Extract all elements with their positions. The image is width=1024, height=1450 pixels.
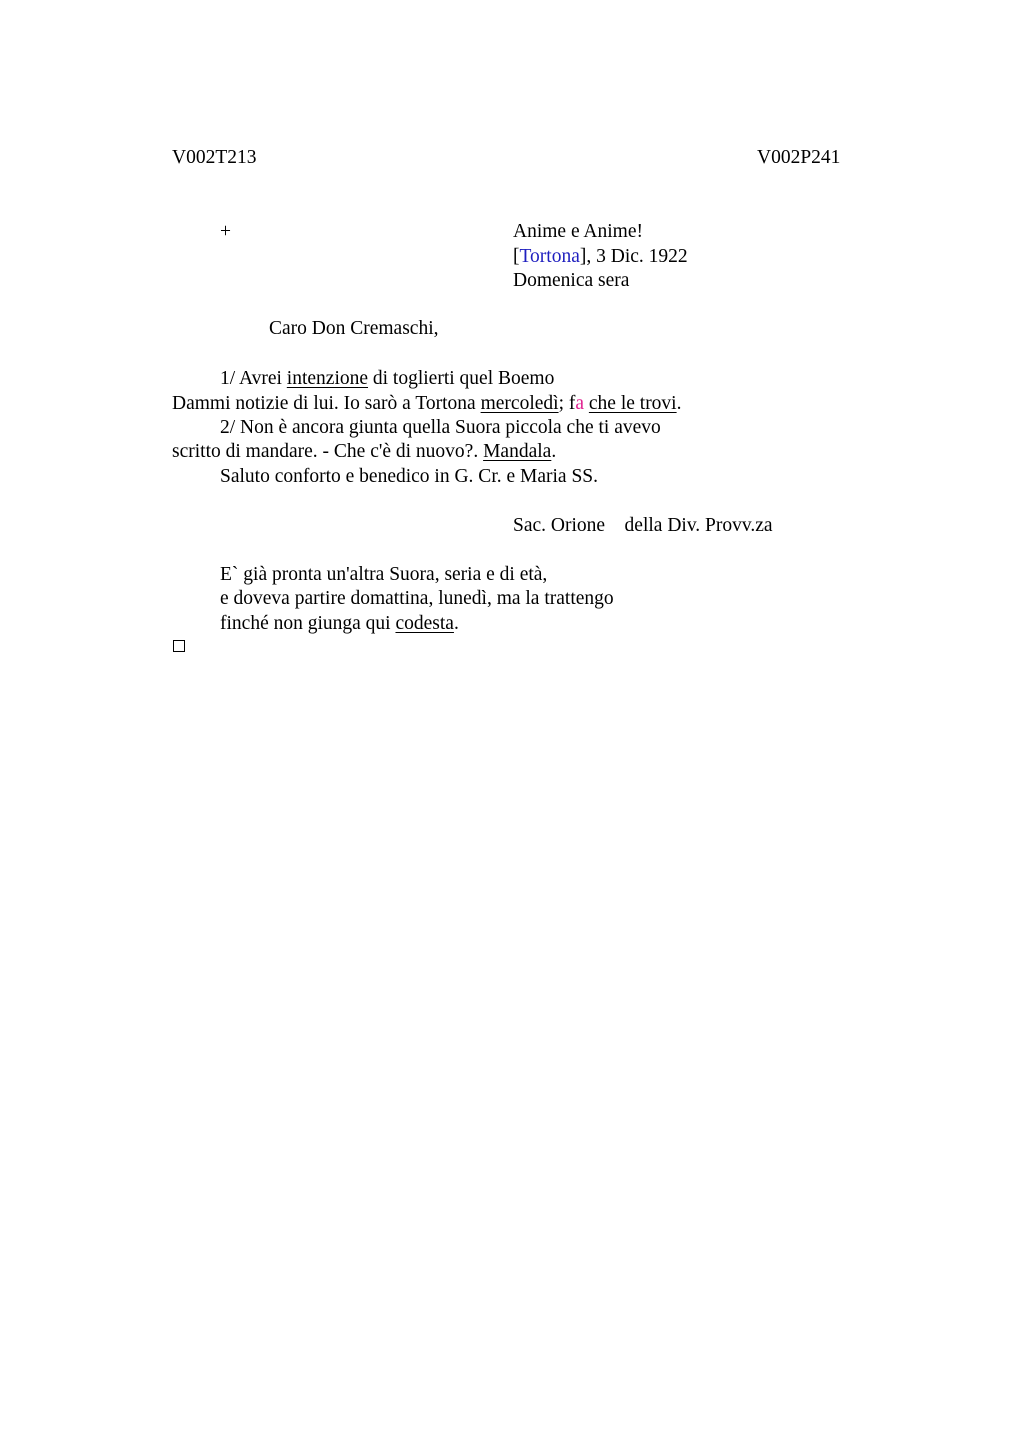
text-run: finché non giunga qui	[220, 613, 396, 634]
text-run: .	[453, 613, 459, 634]
text-run: .	[551, 441, 557, 462]
paragraph-1-line-1	[220, 367, 554, 392]
underlined-word: intenzione	[286, 368, 369, 389]
letter-title: Anime e Anime!	[513, 221, 643, 242]
cross-symbol: +	[220, 221, 231, 242]
paragraph-2-line-1: 2/ Non è ancora giunta quella Suora piccola che ti avevo	[220, 417, 661, 438]
letter-date: ], 3 Dic. 1922	[579, 246, 688, 267]
postscript-line-1: E` già pronta un'altra Suora, seria e di età,	[220, 564, 548, 585]
text-run: di toglierti quel Boemo	[368, 368, 555, 389]
text-run: 1/ Avrei	[220, 368, 287, 389]
postscript-line-2: e doveva partire domattina, lunedì, ma la trattengo	[220, 588, 614, 609]
paragraph-3: Saluto conforto e benedico in G. Cr. e Maria SS.	[220, 466, 599, 487]
place-name: Tortona	[519, 246, 580, 267]
text-run: .	[676, 393, 682, 414]
letter-day: Domenica sera	[513, 270, 630, 291]
place-bracket-open: [	[513, 246, 520, 267]
end-mark-square-icon	[173, 640, 185, 652]
text-run: Dammi notizie di lui. Io sarò a Tortona	[172, 393, 481, 414]
underlined-word: mercoledì	[480, 393, 559, 414]
paragraph-1-line-2	[172, 392, 681, 417]
postscript-line-3	[220, 612, 459, 637]
text-run: scritto di mandare. - Che c'è di nuovo?.	[172, 441, 484, 462]
underlined-phrase: che le trovi	[588, 393, 677, 414]
underlined-word: Mandala	[483, 441, 552, 462]
document-code-right: V002P241	[757, 147, 841, 168]
letter-place-date	[513, 245, 688, 270]
underlined-word: codesta	[395, 613, 454, 634]
signature: Sac. Orione della Div. Provv.za	[513, 515, 773, 536]
text-run: ; f	[558, 393, 576, 414]
document-code-left: V002T213	[172, 147, 257, 168]
paragraph-2-line-2	[172, 440, 556, 465]
highlighted-letter: a	[575, 393, 585, 414]
salutation: Caro Don Cremaschi,	[269, 318, 439, 339]
